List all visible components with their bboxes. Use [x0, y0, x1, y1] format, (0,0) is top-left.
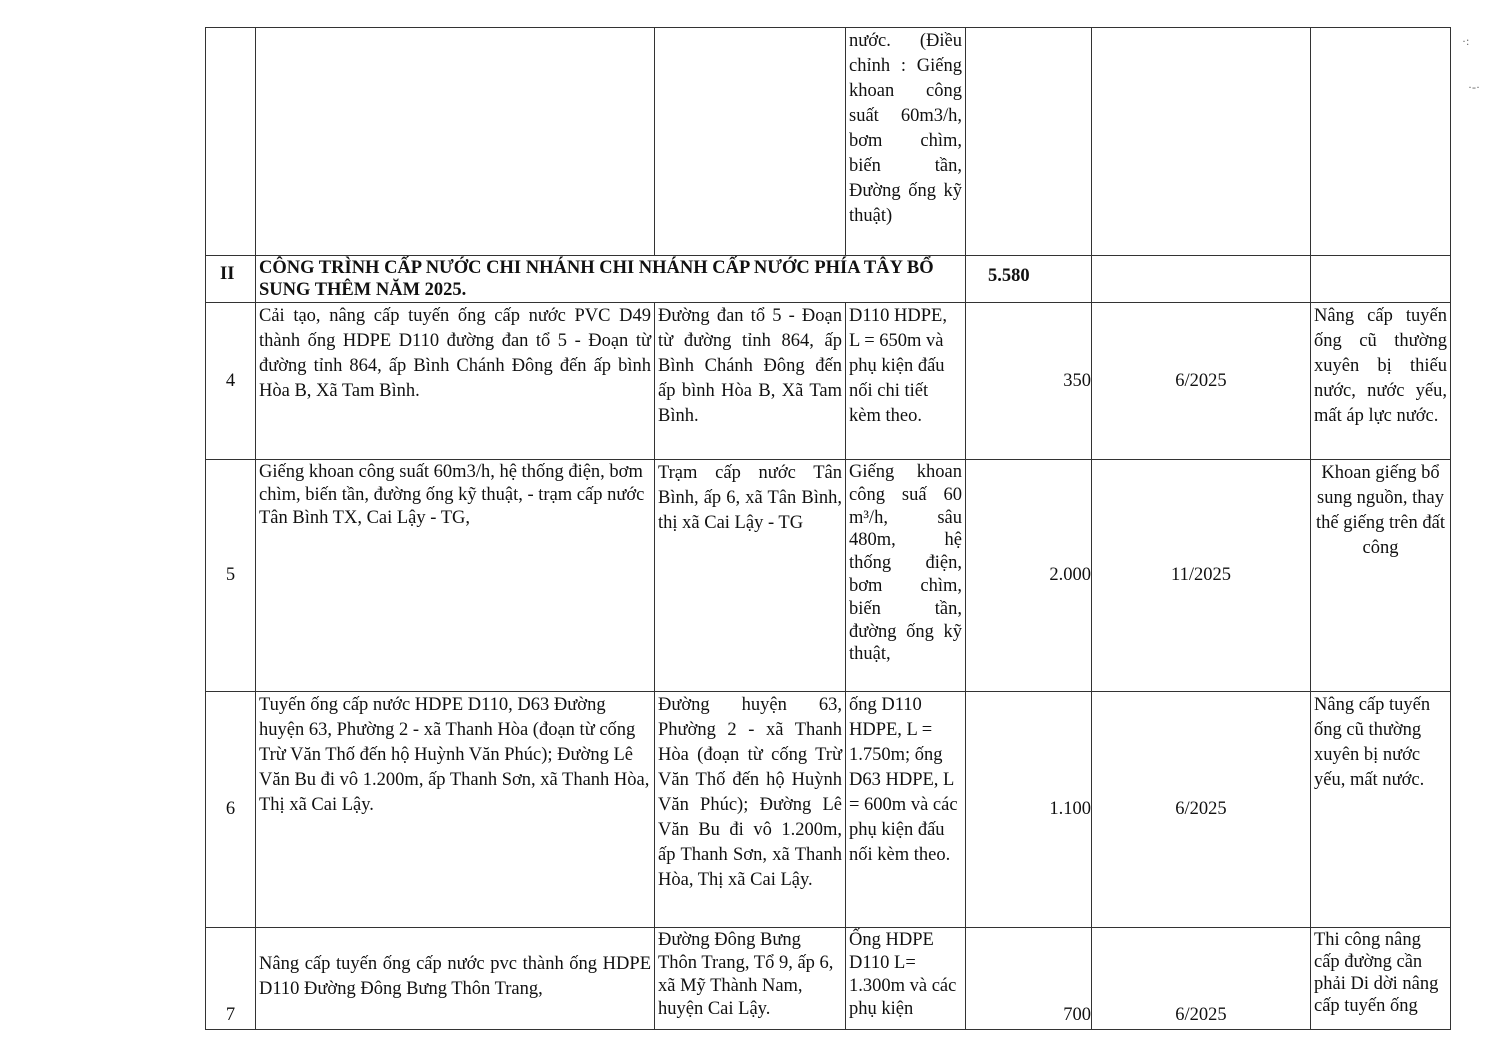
cell-time: [1092, 256, 1311, 303]
row-amount: 350: [966, 303, 1092, 460]
section-row: [206, 256, 1451, 303]
row-spec: Giếng khoan công suấ 60 m³/h, sâu 480m, hệ thống điện, bơm chìm, biến tần, đường ống kỹ thuật,: [846, 460, 966, 692]
row-reason: Thi công nâng cấp đường cần phải Di dời nâng cấp tuyến ống: [1311, 928, 1451, 1030]
continued-row: [206, 28, 1451, 256]
table-row: [206, 303, 1451, 460]
row-location: Đường Đông Bưng Thôn Trang, Tổ 9, ấp 6, xã Mỹ Thành Nam, huyện Cai Lậy.: [655, 928, 846, 1030]
cell-reason: [1311, 256, 1451, 303]
table-row: [206, 692, 1451, 928]
row-time: 6/2025: [1092, 928, 1311, 1030]
row-name: Giếng khoan công suất 60m3/h, hệ thống điện, bơm chìm, biến tần, đường ống kỹ thuật, - trạm cấp nước Tân Bình TX, Cai Lậy - TG,: [256, 460, 655, 692]
row-name: Cải tạo, nâng cấp tuyến ống cấp nước PVC D49 thành ống HDPE D110 đường đan tổ 5 - Đoạn từ đường tỉnh 864, ấp Bình Chánh Đông đến ấp bình Hòa B, Xã Tam Bình.: [256, 303, 655, 460]
row-stt: 4: [206, 303, 256, 460]
section-title: CÔNG TRÌNH CẤP NƯỚC CHI NHÁNH CHI NHÁNH CẤP NƯỚC PHÍA TÂY BỔ SUNG THÊM NĂM 2025.: [256, 256, 966, 303]
row-amount: 1.100: [966, 692, 1092, 928]
row-stt: 7: [206, 928, 256, 1030]
row-spec: ống D110 HDPE, L = 1.750m; ống D63 HDPE, L = 600m và các phụ kiện đấu nối kèm theo.: [846, 692, 966, 928]
scan-speck: ·:: [1462, 34, 1470, 48]
row-amount: 2.000: [966, 460, 1092, 692]
cell-amount: [966, 28, 1092, 256]
row-spec: Ống HDPE D110 L= 1.300m và các phụ kiện: [846, 928, 966, 1030]
project-table: [205, 27, 1451, 1030]
row-time: 6/2025: [1092, 692, 1311, 928]
row-name: Tuyến ống cấp nước HDPE D110, D63 Đường huyện 63, Phường 2 - xã Thanh Hòa (đoạn từ cống Trừ Văn Thố đến hộ Huỳnh Văn Phúc); Đường Lê Văn Bu đi vô 1.200m, ấp Thanh Sơn, xã Thanh Hòa, Thị xã Cai Lậy.: [256, 692, 655, 928]
row-location: Đường đan tổ 5 - Đoạn từ đường tỉnh 864, ấp Bình Chánh Đông đến ấp bình Hòa B, Xã Tam Bình.: [655, 303, 846, 460]
row-name: Nâng cấp tuyến ống cấp nước pvc thành ống HDPE D110 Đường Đông Bưng Thôn Trang,: [256, 928, 655, 1030]
cell-spec: nước. (Điều chỉnh : Giếng khoan công suất 60m3/h, bơm chìm, biến tần, Đường ống kỹ thuật): [846, 28, 966, 256]
table-row: [206, 928, 1451, 1030]
section-total: 5.580: [966, 256, 1092, 303]
row-reason: Nâng cấp tuyến ống cũ thường xuyên bị nước yếu, mất nước.: [1311, 692, 1451, 928]
cell-time: [1092, 28, 1311, 256]
row-location: Đường huyện 63, Phường 2 - xã Thanh Hòa (đoạn từ cống Trừ Văn Thố đến hộ Huỳnh Văn Phúc); Đường Lê Văn Bu đi vô 1.200m, ấp Thanh Sơn, xã Thanh Hòa, Thị xã Cai Lậy.: [655, 692, 846, 928]
row-amount: 700: [966, 928, 1092, 1030]
scan-speck: ·-·: [1468, 80, 1480, 94]
row-reason: Khoan giếng bổ sung nguồn, thay thế giếng trên đất công: [1311, 460, 1451, 692]
cell-reason: [1311, 28, 1451, 256]
row-location: Trạm cấp nước Tân Bình, ấp 6, xã Tân Bình, thị xã Cai Lậy - TG: [655, 460, 846, 692]
cell-location: [655, 28, 846, 256]
row-time: 11/2025: [1092, 460, 1311, 692]
row-stt: 6: [206, 692, 256, 928]
table-row: [206, 460, 1451, 692]
row-time: 6/2025: [1092, 303, 1311, 460]
cell-name: [256, 28, 655, 256]
row-spec: D110 HDPE, L = 650m và phụ kiện đấu nối chi tiết kèm theo.: [846, 303, 966, 460]
row-reason: Nâng cấp tuyến ống cũ thường xuyên bị thiếu nước, nước yếu, mất áp lực nước.: [1311, 303, 1451, 460]
row-stt: 5: [206, 460, 256, 692]
cell-stt: [206, 28, 256, 256]
section-number: II: [206, 256, 256, 303]
